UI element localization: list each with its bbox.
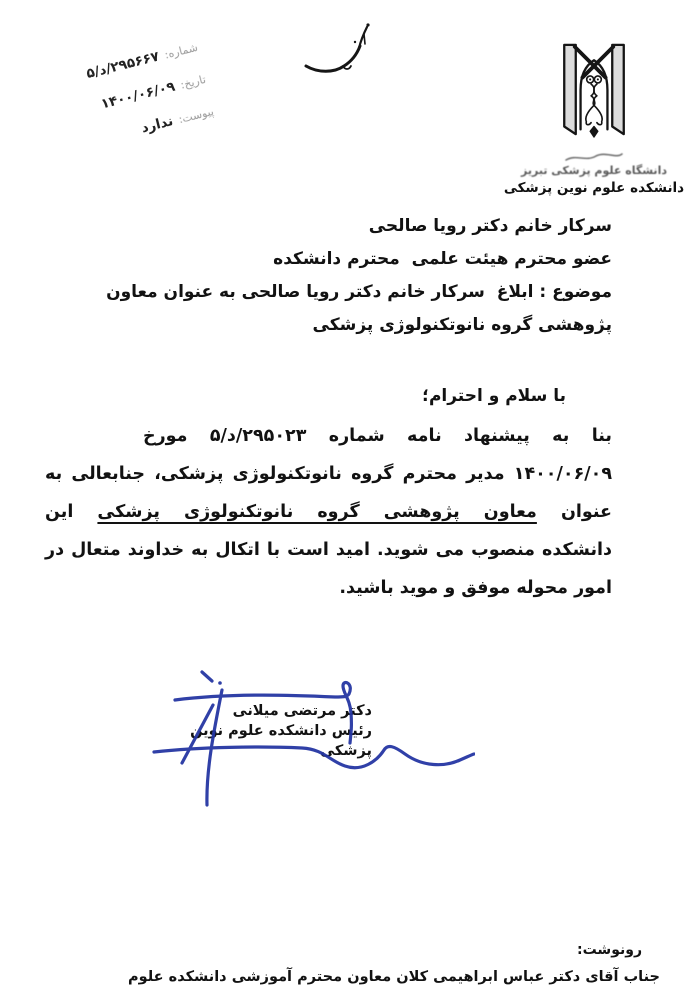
university-name-calligraphy: دانشگاه علوم پزشکی تبریز [521, 164, 667, 177]
calligraphy-flourish-icon [562, 150, 626, 164]
body-line-4: دانشکده منصوب می شوید. امید است با اتکال به خداوند متعال در [45, 540, 612, 560]
recipient-name-line: سرکار خانم دکتر رویا صالحی [368, 216, 612, 236]
cc-recipient-line: جناب آقای دکتر عباس ابراهیمی کلان معاون محترم آموزشی دانشکده علوم [128, 969, 660, 985]
salutation: با سلام و احترام؛ [422, 386, 566, 406]
appointment-title-underlined: معاون پژوهشی گروه نانوتکنولوژی پزشکی [97, 502, 537, 522]
university-logo [546, 32, 642, 148]
body-line-5: امور محوله موفق و موید باشید. [339, 578, 612, 598]
signer-name: دکتر مرتضی میلانی [232, 703, 372, 719]
number-label: شماره: [163, 40, 200, 62]
body-line-3 [45, 493, 612, 531]
letter-body-paragraph [45, 417, 612, 607]
letterhead-meta-block [31, 39, 220, 176]
body-line-3-post: این [45, 502, 74, 522]
subject-line-1: موضوع : ابلاغ سرکار خانم دکتر رویا صالحی به عنوان معاون [106, 282, 612, 302]
body-line-2: ‭۱۴۰۰/۰۶/۰۹‬ مدیر محترم گروه نانوتکنولوژی پزشکی، جنابعالی به [45, 464, 612, 484]
attachment-label: پیوست: [177, 104, 216, 127]
footer-cc-block [128, 938, 660, 990]
recipient-title-line: عضو محترم هیئت علمی محترم دانشکده [273, 249, 612, 269]
signer-title: رئیس دانشکده علوم نوین پزشکی [190, 723, 372, 759]
body-line-3-pre: عنوان [560, 502, 612, 522]
attachment-value: ندارد [139, 113, 175, 137]
body-line-1: بنا به پیشنهاد نامه شماره ‭۵/د/۲۹۵۰۲۳‬ مورخ [143, 426, 612, 446]
date-label: تاریخ: [179, 72, 208, 92]
bismillah-calligraphy-mark [298, 20, 382, 84]
signature-ink [130, 655, 475, 815]
date-value: ‭۱۴۰۰/۰۶/۰۹‬ [99, 78, 177, 113]
faculty-name: دانشکده علوم نوین پزشکی [503, 180, 685, 196]
letter-content [45, 210, 612, 607]
subject-line-2: پژوهشی گروه نانوتکنولوژی پزشکی [312, 315, 612, 335]
letterhead-logo-block [499, 32, 689, 196]
cc-label: رونوشت: [577, 942, 642, 958]
number-value: ‭۵/د/۲۹۵۶۶۷‬ [84, 48, 161, 83]
